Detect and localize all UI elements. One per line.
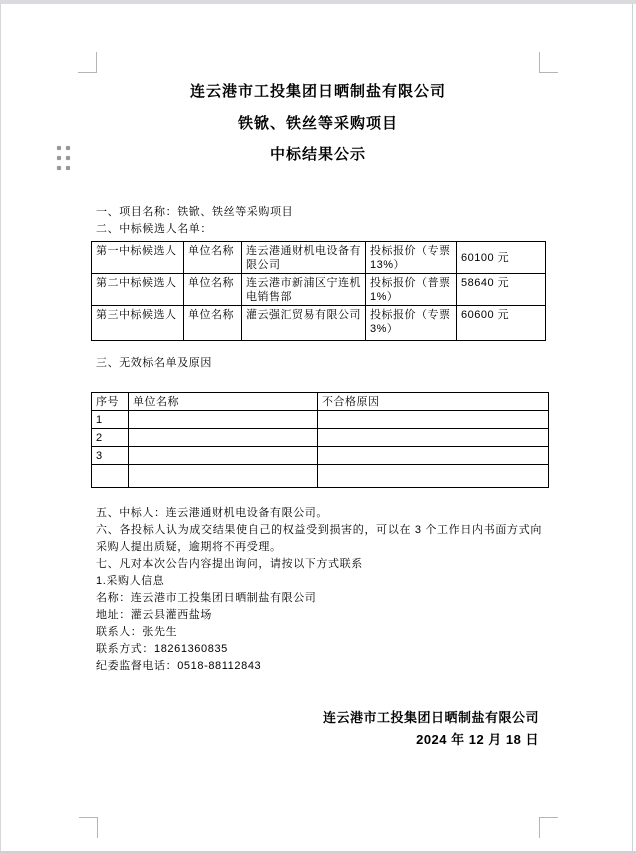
cell-reason <box>318 447 549 465</box>
drag-handle-dots-icon[interactable] <box>57 146 70 170</box>
cell-price-label: 投标报价（专票13%） <box>366 242 457 274</box>
section-candidates-heading: 二、中标候选人名单： <box>96 223 212 235</box>
cell-company <box>129 411 318 429</box>
cell-reason <box>318 411 549 429</box>
cell-seq: 3 <box>92 447 129 465</box>
cell-reason <box>318 429 549 447</box>
header-company: 单位名称 <box>129 393 318 411</box>
closing-paragraphs <box>96 505 542 675</box>
invalid-bid-table <box>91 392 549 488</box>
title-project: 铁锨、铁丝等采购项目 <box>237 114 398 132</box>
invalid-table-header-row <box>92 393 549 411</box>
invalid-row-1 <box>92 411 549 429</box>
window-right-edge <box>632 4 633 853</box>
document-title-block <box>96 76 540 171</box>
window-left-edge <box>0 4 1 853</box>
invalid-row-4 <box>92 465 549 488</box>
margin-crop-mark-top-left <box>78 52 97 73</box>
invalid-section-heading-wrap <box>96 355 542 372</box>
contact-phone: 联系方式：18261360835 <box>96 643 228 655</box>
cell-rank: 第二中标候选人 <box>92 274 184 306</box>
cell-company: 连云港市新浦区宁连机电销售部 <box>242 274 366 306</box>
cell-price: 58640 元 <box>457 274 546 306</box>
contact-person: 联系人：张先生 <box>96 626 178 638</box>
signature-date: 2024 年 12 月 18 日 <box>416 731 539 747</box>
invalid-row-3 <box>92 447 549 465</box>
cell-unit-label: 单位名称 <box>184 274 242 306</box>
candidate-table <box>91 241 546 341</box>
purchaser-address: 地址：灌云县灌西盐场 <box>96 609 212 621</box>
candidate-row-2 <box>92 274 546 306</box>
header-reason: 不合格原因 <box>318 393 549 411</box>
margin-crop-mark-bottom-right <box>539 817 558 838</box>
cell-reason <box>318 465 549 488</box>
intro-paragraphs <box>96 204 542 238</box>
cell-company <box>129 447 318 465</box>
cell-unit-label: 单位名称 <box>184 306 242 341</box>
cell-price: 60600 元 <box>457 306 546 341</box>
margin-crop-mark-bottom-left <box>79 817 98 838</box>
signature-company: 连云港市工投集团日晒制盐有限公司 <box>322 710 539 725</box>
purchaser-info-heading: 1.采购人信息 <box>96 575 165 587</box>
cell-seq: 2 <box>92 429 129 447</box>
cell-price-label: 投标报价（普票1%） <box>366 274 457 306</box>
cell-company <box>129 465 318 488</box>
margin-crop-mark-top-right <box>539 52 558 73</box>
candidate-row-1 <box>92 242 546 274</box>
cell-unit-label: 单位名称 <box>184 242 242 274</box>
cell-seq <box>92 465 129 488</box>
purchaser-name: 名称：连云港市工投集团日晒制盐有限公司 <box>96 592 317 604</box>
section-inquiry: 七、凡对本次公告内容提出询问，请按以下方式联系 <box>96 558 363 570</box>
cell-seq: 1 <box>92 411 129 429</box>
window-top-edge <box>0 0 636 4</box>
section-project-name: 一、项目名称：铁锨、铁丝等采购项目 <box>96 206 294 218</box>
cell-company <box>129 429 318 447</box>
title-announcement: 中标结果公示 <box>269 146 366 163</box>
section-winner: 五、中标人：连云港通财机电设备有限公司。 <box>96 507 328 519</box>
supervision-phone: 纪委监督电话：0518-88112843 <box>96 660 262 672</box>
title-company: 连云港市工投集团日晒制盐有限公司 <box>189 83 446 100</box>
header-seq: 序号 <box>92 393 129 411</box>
cell-company: 灌云强汇贸易有限公司 <box>242 306 366 341</box>
section-objection: 六、各投标人认为成交结果使自己的权益受到损害的，可以在 3 个工作日内书面方式向采购人提出质疑，逾期将不再受理。 <box>96 524 542 553</box>
candidate-row-3 <box>92 306 546 341</box>
cell-rank: 第一中标候选人 <box>92 242 184 274</box>
cell-company: 连云港通财机电设备有限公司 <box>242 242 366 274</box>
signature-block <box>96 707 539 750</box>
cell-rank: 第三中标候选人 <box>92 306 184 341</box>
cell-price: 60100 元 <box>457 242 546 274</box>
invalid-row-2 <box>92 429 549 447</box>
section-invalid-heading: 三、无效标名单及原因 <box>96 357 212 369</box>
cell-price-label: 投标报价（专票3%） <box>366 306 457 341</box>
